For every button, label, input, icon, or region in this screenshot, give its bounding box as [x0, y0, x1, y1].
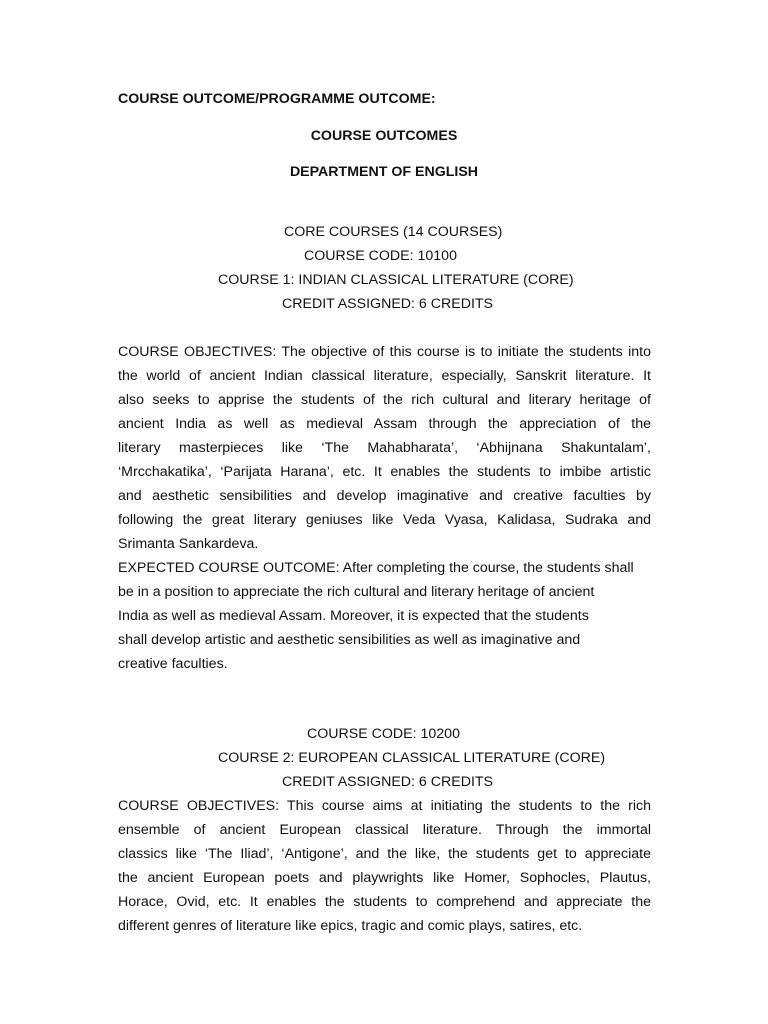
department-name: DEPARTMENT OF ENGLISH [289, 164, 479, 180]
course1-outcome-line: shall develop artistic and aesthetic sensibilities as well as imaginative and [118, 632, 581, 648]
course2-name: COURSE 2: EUROPEAN CLASSICAL LITERATURE (CORE) [218, 750, 606, 766]
course2-code: COURSE CODE: 10200 [307, 726, 460, 742]
document-header: COURSE OUTCOME/PROGRAMME OUTCOME: [118, 91, 436, 107]
course2-credits: CREDIT ASSIGNED: 6 CREDITS [282, 774, 494, 790]
course1-objectives [118, 340, 651, 556]
course1-outcome-line: be in a position to appreciate the rich cultural and literary heritage of ancient [118, 584, 595, 600]
course2-objectives-line: classics like ‘The Iliad’, ‘Antigone’, and the like, the students get to appreciate [118, 846, 651, 862]
document-title: COURSE OUTCOMES [310, 128, 458, 144]
course2-objectives-line: different genres of literature like epics, tragic and comic plays, satires, etc. [118, 918, 583, 934]
course1-objectives-line: also seeks to apprise the students of the rich cultural and literary heritage of [118, 392, 651, 408]
course1-objectives-line: ‘Mrcchakatika’, ‘Parijata Harana’, etc. It enables the students to imbibe artistic [118, 464, 651, 480]
course1-objectives-line: COURSE OBJECTIVES: The objective of this course is to initiate the students into [118, 344, 651, 360]
course1-name: COURSE 1: INDIAN CLASSICAL LITERATURE (CORE) [218, 272, 574, 288]
course1-objectives-line: following the great literary geniuses like Veda Vyasa, Kalidasa, Sudraka and [118, 512, 651, 528]
course2-objectives-line: Horace, Ovid, etc. It enables the students to comprehend and appreciate the [118, 894, 651, 910]
course2-objectives [118, 794, 651, 938]
course1-objectives-line: literary masterpieces like ‘The Mahabharata’, ‘Abhijnana Shakuntalam’, [118, 440, 651, 456]
course1-objectives-line: ancient India as well as medieval Assam through the appreciation of the [118, 416, 651, 432]
course1-outcome [118, 556, 651, 676]
course2-objectives-line: the ancient European poets and playwrights like Homer, Sophocles, Plautus, [118, 870, 651, 886]
course1-objectives-line: the world of ancient Indian classical literature, especially, Sanskrit literature. It [118, 368, 651, 384]
course1-objectives-line: and aesthetic sensibilities and develop imaginative and creative faculties by [118, 488, 651, 504]
course2-objectives-line: COURSE OBJECTIVES: This course aims at initiating the students to the rich [118, 798, 651, 814]
course1-code: COURSE CODE: 10100 [304, 248, 457, 264]
course1-credits: CREDIT ASSIGNED: 6 CREDITS [282, 296, 494, 312]
course2-objectives-line: ensemble of ancient European classical literature. Through the immortal [118, 822, 651, 838]
course1-outcome-line: India as well as medieval Assam. Moreover, it is expected that the students [118, 608, 589, 624]
course1-objectives-line: Srimanta Sankardeva. [118, 536, 259, 552]
core-courses-heading: CORE COURSES (14 COURSES) [284, 224, 503, 240]
course1-outcome-line: EXPECTED COURSE OUTCOME: After completing the course, the students shall [118, 560, 634, 576]
course1-outcome-line: creative faculties. [118, 656, 228, 672]
